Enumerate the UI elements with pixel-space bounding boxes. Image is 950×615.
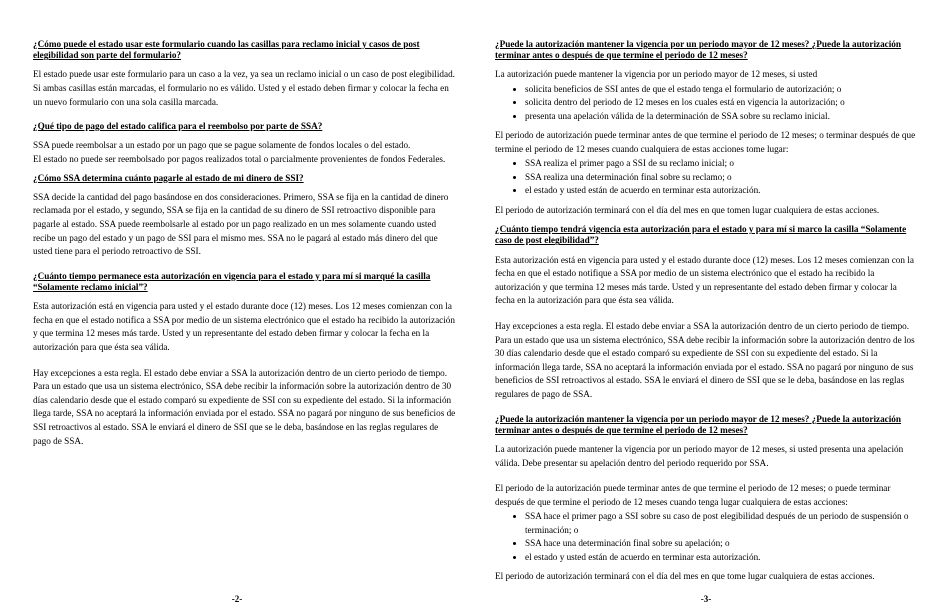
paragraph-line: SSA puede reembolsar a un estado por un pago que se pague solamente de fondos locales o del estado.	[33, 140, 411, 151]
paragraph: El estado puede usar este formulario para un caso a la vez, ya sea un reclamo inicial o un caso de post elegibilidad. Si ambas casillas están marcadas, el formulario no es válido. Usted y el estado deben firmar y colocar la fecha en un nuevo formulario con una sola casilla marcada.	[33, 69, 455, 107]
list-item: • SSA hace una determinación final sobre su apelación; o	[525, 537, 916, 550]
page-number: -3-	[700, 594, 712, 604]
right-column	[495, 39, 916, 584]
section-heading: ¿Puede la autorización mantener la vigencia por un periodo mayor de 12 meses? ¿Puede la autorización terminar antes o después de que termine el periodo de 12 meses?	[495, 39, 902, 61]
list-item: • SSA hace el primer pago a SSI sobre su caso de post elegibilidad después de un periodo de suspensión o terminación; o	[525, 510, 916, 537]
list-item: • presenta una apelación válida de la determinación de SSA sobre su reclamo inicial.	[525, 110, 916, 123]
list-item: • el estado y usted están de acuerdo en terminar esta autorización.	[525, 551, 916, 564]
section-heading: ¿Puede la autorización mantener la vigencia por un periodo mayor de 12 meses? ¿Puede la autorización terminar antes o después de que termine el periodo de 12 meses?	[495, 413, 902, 435]
list-item: • SSA realiza una determinación final sobre su reclamo; o	[525, 171, 916, 184]
section-heading: ¿Cómo SSA determina cuánto pagarle al estado de mi dinero de SSI?	[33, 172, 304, 183]
bullet-list	[495, 83, 916, 123]
paragraph: El periodo de la autorización puede terminar antes de que termine el periodo de 12 meses; o puede terminar después de que termine el periodo de 12 meses cuando tenga lugar cualquiera de estas acciones:	[495, 483, 891, 507]
paragraph: El periodo de autorización terminará con el día del mes en que tome lugar cualquiera de estas acciones.	[495, 570, 875, 581]
paragraph: Esta autorización está en vigencia para usted y el estado durante doce (12) meses. Los 12 meses comienzan con la fecha en que el estado notifica a SSA por medio de un sistema electrónico que el estado ha recibido la autorización y que termina 12 meses más tarde. Usted y un representante del estado deben firmar y colocar la fecha en la autorización para que ésta sea válida.	[33, 301, 455, 352]
paragraph: La autorización puede mantener la vigencia por un periodo mayor de 12 meses, si usted	[495, 69, 818, 80]
paragraph-line: El estado no puede ser reembolsado por pagos realizados total o parcialmente provenientes de fondos Federales.	[33, 153, 446, 164]
paragraph: El periodo de autorización terminará con el día del mes en que tomen lugar cualquiera de estas acciones.	[495, 204, 880, 215]
list-item: • solicita dentro del periodo de 12 meses en los cuales está en vigencia la autorización; o	[525, 96, 916, 109]
bullet-list	[495, 157, 916, 197]
paragraph	[33, 139, 457, 166]
paragraph: Esta autorización está en vigencia para usted y el estado durante doce (12) meses. Los 12 meses comienzan con la fecha en que el estado notifique a SSA por medio de un sistema electrónico que el estado ha recibido la autorización y que termina 12 meses más tarde. Usted y un representante del estado deben firmar y colocar la fecha en la autorización para que ésta sea válida.	[495, 254, 914, 306]
left-column	[33, 39, 457, 448]
bullet-list	[495, 510, 916, 564]
paragraph: Hay excepciones a esta regla. El estado debe enviar a SSA la autorización dentro de un cierto periodo de tiempo. Para un estado que usa un sistema electrónico, SSA debe recibir la información sobre la autorización dentro de 30 días calendario desde que el estado comparó su expediente de SSI con su expediente del estado. Si la información llega tarde, SSA no aceptará la información enviada por el estado. SSA no pagará por ninguno de sus beneficios de SSI retroactivos al estado. SSA le enviará el dinero de SSI que se le deba, basándose en las reglas regulares de pago de SSA.	[33, 367, 456, 446]
list-item: • solicita beneficios de SSI antes de que el estado tenga el formulario de autorización; o	[525, 83, 916, 96]
section-heading: ¿Cuánto tiempo permanece esta autorización en vigencia para el estado y para mí si marqué la casilla “Solamente reclamo inicial”?	[33, 270, 431, 292]
paragraph: Hay excepciones a esta regla. El estado debe enviar a SSA la autorización dentro de un cierto periodo de tiempo. Para un estado que usa un sistema electrónico, SSA debe recibir la información sobre la autorización dentro de los 30 días calendario desde que el estado comparó su expediente de SSI con su expediente del estado. Si la información llega tarde, SSA no aceptará la información enviada por el estado. SSA no pagará por ninguno de sus beneficios de SSI retroactivos al estado. SSA le enviará el dinero de SSI que se le deba, basándose en las reglas regulares de pago de SSA.	[495, 321, 915, 399]
list-item: • SSA realiza el primer pago a SSI de su reclamo inicial; o	[525, 157, 916, 170]
paragraph: SSA decide la cantidad del pago basándose en dos consideraciones. Primero, SSA se fija en la cantidad de dinero reclamada por el estado, y segundo, SSA se fija en la cantidad de su dinero de SSI retroactivo disponible para pagarle al estado. SSA puede reembolsarle al estado por un pago realizado en un mes solamente cuando usted recibe un pago del estado y un pago de SSI para el mismo mes. SSA no le pagará al estado más dinero del que usted tiene para el periodo retroactivo de SSI.	[33, 191, 449, 257]
page-right	[475, 0, 950, 615]
paragraph: El periodo de autorización puede terminar antes de que termine el periodo de 12 meses; o terminar después de que termine el periodo de 12 meses cuando cualquiera de estas acciones tome lugar:	[495, 130, 916, 154]
section-heading: ¿Cuánto tiempo tendrá vigencia esta autorización para el estado y para mí si marco la casilla “Solamente caso de post elegibilidad”?	[495, 224, 907, 246]
list-item: • el estado y usted están de acuerdo en terminar esta autorización.	[525, 184, 916, 197]
paragraph: La autorización puede mantener la vigencia por un periodo mayor de 12 meses, si usted presenta una apelación válida. Debe presentar su apelación dentro del periodo requerido por SSA.	[495, 443, 904, 468]
page-number: -2-	[231, 594, 243, 604]
section-heading: ¿Cómo puede el estado usar este formulario cuando las casillas para reclamo inicial y casos de post elegibilidad son parte del formulario?	[33, 39, 420, 61]
section-heading: ¿Qué tipo de pago del estado califica para el reembolso por parte de SSA?	[33, 121, 323, 132]
